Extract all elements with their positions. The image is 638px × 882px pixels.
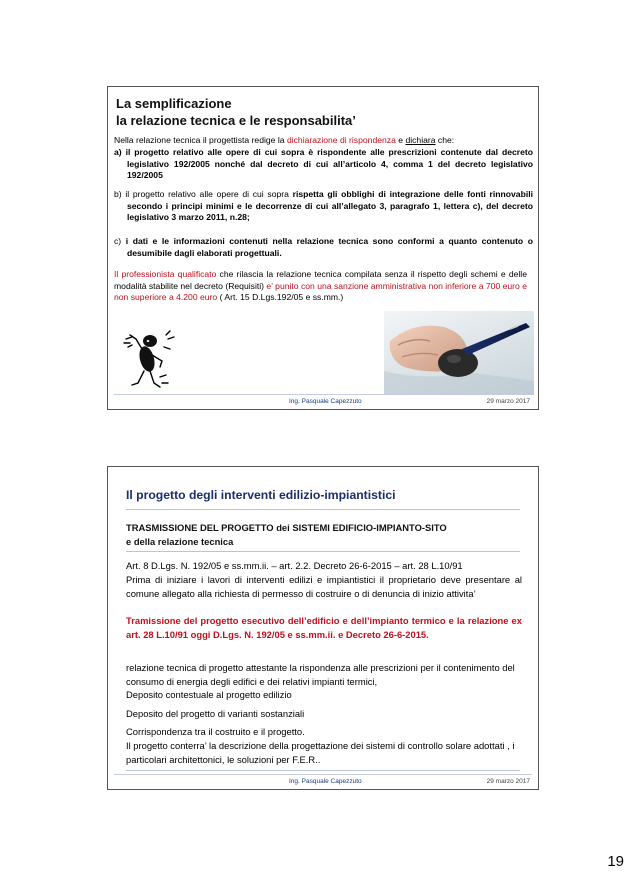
penalty-text: che rilascia la relazione tecnica compilata senza il rispetto degli schemi e delle modalità stabilite nel decreto (Requisiti) [114,269,527,291]
slide-1-footer-divider [114,394,532,395]
technical-report-description: relazione tecnica di progetto attestante la rispondenza alle prescrizioni per il contenimento del consumo di energia degli edifici e dei relativi impianti termici, [126,662,515,687]
item-b [114,189,533,224]
slide-1 [107,86,539,410]
transmission-heading-line-2: e della relazione tecnica [126,535,234,547]
reference-line: Art. 8 D.Lgs. N. 192/05 e ss.mm.ii. – art. 2.2. Decreto 26-6-2015 – art. 28 L.10/91 [126,560,463,571]
paragraph-before-works: Prima di iniziare i lavori di interventi edilizi e impiantistici il proprietario deve presentare al comune allegato alla richiesta di permesso di costruire o di denuncia di inizio attivita’ [126,574,522,599]
intro-highlight: dichiarazione di rispondenza [286,135,396,145]
intro-text-3: che: [435,135,455,145]
slide-2-title-divider [126,509,520,510]
transmission-requirement: Tramissione del progetto esecutivo dell’edificio e dell’impianto termico e la relazione ex art. 28 L.10/91 oggi D.Lgs. N. 192/05 e ss.mm.ii. e Decreto 26-6-2015. [126,615,522,640]
item-b-bold: rispetta gli obblighi di integrazione delle fonti rinnovabili secondo i principi minimi e le decorrenze di cui all’allegato 3, paragrafo 1, lettera c), del decreto legislativo 3 marzo 2011, n.28; [127,189,533,223]
transmission-heading-line-1 [126,521,522,535]
list-item-contextual-deposit: Deposito contestuale al progetto edilizio [126,689,292,700]
slide-2-title: Il progetto degli interventi edilizio-impiantistici [126,488,396,502]
list-item-variant-deposit: Deposito del progetto di varianti sostanziali [126,708,305,719]
slide-1-footer-author: Ing. Pasquale Capezzuto [289,398,362,405]
slide-2-footer-divider [114,774,532,775]
penalty-reference: ( Art. 15 D.Lgs.192/05 e ss.mm.) [217,292,344,303]
slide-1-title [116,95,356,129]
slide-1-intro [114,135,533,147]
slide-1-title-line-2: la relazione tecnica e le responsabilita’ [116,113,356,128]
transmission-heading [126,521,522,548]
penalty-paragraph [114,269,527,304]
intro-underlined: dichiara [405,135,436,145]
project-contents-paragraph: Il progetto conterra’ la descrizione della progettazione dei sistemi di controllo solare adottati , i particolari architettonici, le soluzioni per F.E.R.. [126,740,515,765]
item-b-prefix: b) il progetto relativo alle opere di cui sopra [114,189,293,199]
stick-figure-illustration [120,327,176,395]
slide-1-title-line-1: La semplificazione [116,96,232,111]
slide-2-footer-author: Ing. Pasquale Capezzuto [289,778,362,785]
intro-text: Nella relazione tecnica il progettista redige la [114,135,287,145]
list-item-correspondence: Corrispondenza tra il costruito e il progetto. [126,726,305,737]
transmission-heading-part-1: TRASMISSIONE DEL PROGETTO [126,522,274,533]
slide-2-heading-divider [126,551,520,552]
penalty-subject: Il professionista qualificato [114,269,217,279]
item-c-prefix: c) [114,236,126,246]
slide-2-footer-date: 29 marzo 2017 [486,778,530,785]
transmission-heading-part-3: SISTEMI EDIFICIO-IMPIANTO-SITO [292,522,447,533]
item-c-bold: i dati e le informazioni contenuti nella relazione tecnica sono conformi a quanto contenuto o desumibile dagli elaborati progettuali. [125,236,534,258]
transmission-heading-part-2: dei [273,522,293,533]
item-a: a) il progetto relativo alle opere di cui sopra è rispondente alle prescrizioni contenute dal decreto legislativo 192/2005 nonché dal decreto di cui all’articolo 4, comma 1 del decreto legislativo 192/2005 [114,147,533,181]
item-c [114,236,533,259]
penalty-sanction: e’ punito con una sanzione amministrativa non inferiore a 700 euro e non superiore a 4.200 euro [114,280,527,303]
slide-1-footer-date: 29 marzo 2017 [486,398,530,405]
signing-photo [384,311,534,395]
slide-2 [107,466,539,790]
page-number: 19 [607,853,624,870]
slide-2-bottom-divider [126,770,520,771]
intro-text-2: e [395,135,406,145]
